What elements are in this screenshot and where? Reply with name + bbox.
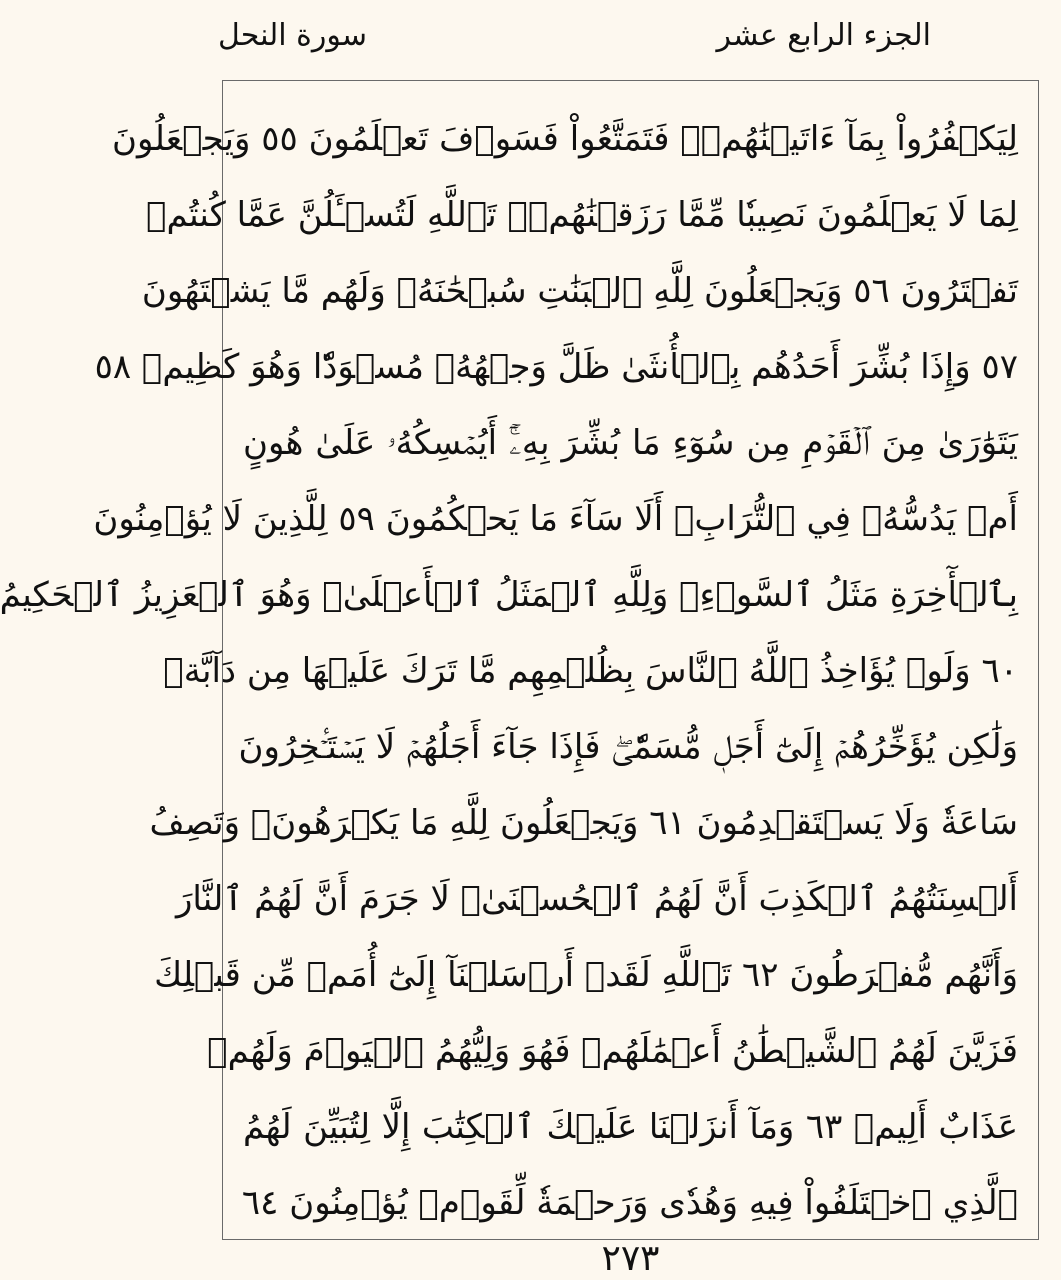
text-line	[176, 861, 1018, 937]
line-text: لِمَا لَا يَعۡلَمُونَ نَصِيبٗا مِّمَّا رَزَقۡنَٰهُمۡۗ تَٱللَّهِ لَتُسۡـَٔلُنَّ عَمَّا كُنتُمۡ	[146, 195, 1018, 235]
text-line	[238, 709, 1018, 785]
text-lines	[0, 101, 1018, 1223]
line-text: يَتَوَٰرَىٰ مِنَ ٱلۡقَوۡمِ مِن سُوٓءِ مَا بُشِّرَ بِهِۦٓۚ أَيُمۡسِكُهُۥ عَلَىٰ هُونٍ	[243, 423, 1018, 463]
text-line	[141, 253, 1018, 329]
page-number: ٢٧٣	[601, 1238, 660, 1279]
text-line	[94, 329, 1018, 405]
page-header	[200, 0, 1061, 80]
line-text: ٱلَّذِي ٱخۡتَلَفُواْ فِيهِ وَهُدٗى وَرَحۡمَةٗ لِّقَوۡمٖ يُؤۡمِنُونَ ٦٤	[241, 1183, 1018, 1223]
text-line	[149, 785, 1018, 861]
text-frame	[0, 80, 1039, 1240]
text-line	[243, 405, 1018, 481]
text-line	[163, 633, 1018, 709]
surah-title: سورة النحل	[218, 18, 367, 53]
text-line	[207, 1013, 1018, 1089]
line-text: وَلَٰكِن يُؤَخِّرُهُمۡ إِلَىٰٓ أَجَلٖ مُّسَمّٗىۖ فَإِذَا جَآءَ أَجَلُهُمۡ لَا يَسۡتَـٔۡخِرُونَ	[238, 727, 1018, 767]
line-text: بِٱلۡأٓخِرَةِ مَثَلُ ٱلسَّوۡءِۖ وَلِلَّهِ ٱلۡمَثَلُ ٱلۡأَعۡلَىٰۚ وَهُوَ ٱلۡعَزِيزُ ٱلۡحَكِيمُ	[0, 575, 1018, 615]
juz-title: الجزء الرابع عشر	[716, 18, 931, 53]
line-text: عَذَابٌ أَلِيمٞ ٦٣ وَمَآ أَنزَلۡنَا عَلَيۡكَ ٱلۡكِتَٰبَ إِلَّا لِتُبَيِّنَ لَهُمُ	[243, 1107, 1018, 1147]
line-text: أَلۡسِنَتُهُمُ ٱلۡكَذِبَ أَنَّ لَهُمُ ٱلۡحُسۡنَىٰۚ لَا جَرَمَ أَنَّ لَهُمُ ٱلنَّارَ	[176, 879, 1018, 919]
line-text: ٦٠ وَلَوۡ يُؤَاخِذُ ٱللَّهُ ٱلنَّاسَ بِظُلۡمِهِم مَّا تَرَكَ عَلَيۡهَا مِن دَآبَّةٖ	[163, 651, 1018, 691]
text-line	[112, 101, 1018, 177]
line-text: سَاعَةٗ وَلَا يَسۡتَقۡدِمُونَ ٦١ وَيَجۡعَلُونَ لِلَّهِ مَا يَكۡرَهُونَۚ وَتَصِفُ	[149, 803, 1018, 843]
line-text: تَفۡتَرُونَ ٥٦ وَيَجۡعَلُونَ لِلَّهِ ٱلۡبَنَٰتِ سُبۡحَٰنَهُۥ وَلَهُم مَّا يَشۡتَهُونَ	[141, 271, 1018, 311]
line-text: ٥٧ وَإِذَا بُشِّرَ أَحَدُهُم بِٱلۡأُنثَىٰ ظَلَّ وَجۡهُهُۥ مُسۡوَدّٗا وَهُوَ كَظِيمٞ ٥٨	[94, 347, 1018, 387]
text-line	[154, 937, 1018, 1013]
line-text: لِيَكۡفُرُواْ بِمَآ ءَاتَيۡنَٰهُمۡۚ فَتَمَتَّعُواْ فَسَوۡفَ تَعۡلَمُونَ ٥٥ وَيَجۡعَلُونَ	[112, 119, 1018, 159]
line-text: أَمۡ يَدُسُّهُۥ فِي ٱلتُّرَابِۗ أَلَا سَآءَ مَا يَحۡكُمُونَ ٥٩ لِلَّذِينَ لَا يُؤۡمِنُونَ	[93, 499, 1018, 539]
text-line	[0, 557, 1018, 633]
line-text: فَزَيَّنَ لَهُمُ ٱلشَّيۡطَٰنُ أَعۡمَٰلَهُمۡ فَهُوَ وَلِيُّهُمُ ٱلۡيَوۡمَ وَلَهُمۡ	[207, 1031, 1018, 1071]
text-line	[243, 1165, 1018, 1241]
text-line	[146, 177, 1018, 253]
text-line	[93, 481, 1018, 557]
line-text: وَأَنَّهُم مُّفۡرَطُونَ ٦٢ تَٱللَّهِ لَقَدۡ أَرۡسَلۡنَآ إِلَىٰٓ أُمَمٖ مِّن قَبۡلِكَ	[154, 955, 1018, 995]
text-line	[243, 1089, 1018, 1165]
